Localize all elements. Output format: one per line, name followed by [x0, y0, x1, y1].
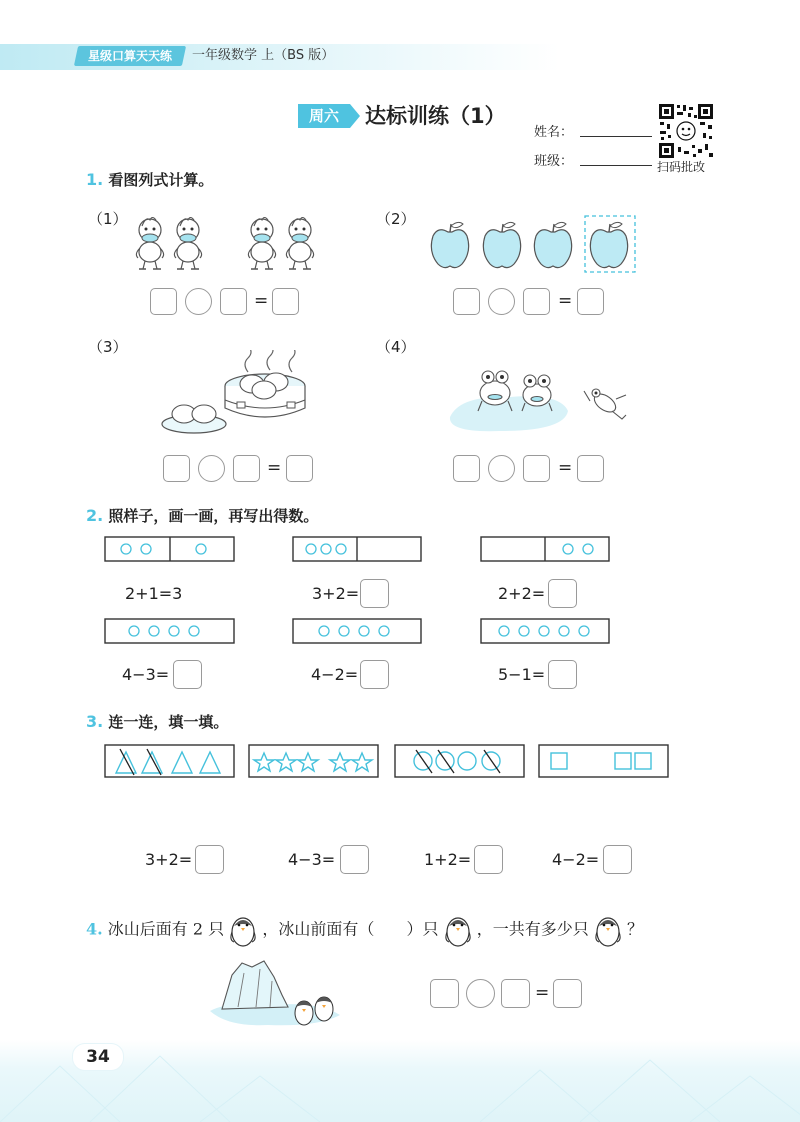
q1-part2-equals: = [558, 291, 573, 311]
q1-part3-label: （3） [88, 338, 128, 356]
q1-part1-equals: = [254, 291, 269, 311]
q3-eq3-answer[interactable] [474, 845, 503, 874]
q1-part1-operator[interactable] [185, 288, 212, 315]
q3-number: 3. [86, 712, 104, 731]
page-number: 34 [72, 1043, 124, 1071]
brand-text: 星级口算天天练 [87, 49, 172, 63]
q1-part1-box2[interactable] [220, 288, 247, 315]
q1-part4-box2[interactable] [523, 455, 550, 482]
q4-text-part1: 冰山后面有 2 只 [107, 919, 225, 939]
q3-eq2: 4−3= [288, 850, 336, 869]
steamed-buns-picture [160, 350, 325, 442]
q2-row1-eq3: 2+2= [498, 584, 546, 603]
q2-heading [86, 505, 318, 526]
q2-row1-eq2: 3+2= [312, 584, 360, 603]
q3-eq2-answer[interactable] [340, 845, 369, 874]
q4-text-part4: ，一共有多少只 [476, 919, 589, 939]
q3-eq1: 3+2= [145, 850, 193, 869]
q3-instruction: 连一连，填一填。 [108, 713, 229, 731]
q4-number: 4. [86, 919, 103, 939]
q2-row2-eq3-answer[interactable] [548, 660, 577, 689]
qr-caption: 扫码批改 [657, 160, 706, 174]
q3-shape-frames [104, 744, 672, 780]
q1-part4-label: （4） [376, 338, 416, 356]
ducks-picture [130, 212, 320, 272]
brand-tag [74, 46, 186, 66]
q1-part3-box2[interactable] [233, 455, 260, 482]
name-label: 姓名： [534, 125, 574, 140]
q3-heading [86, 711, 228, 732]
day-tag: 周六 [298, 104, 350, 128]
q1-instruction: 看图列式计算。 [108, 171, 214, 189]
q1-part4-operator[interactable] [488, 455, 515, 482]
q1-part2-box2[interactable] [523, 288, 550, 315]
q1-part2-operator[interactable] [488, 288, 515, 315]
q2-instruction: 照样子，画一画，再写出得数。 [108, 507, 319, 525]
class-field[interactable] [580, 151, 652, 166]
penguin-icon [594, 912, 622, 948]
q4-equals: = [535, 983, 550, 1003]
q1-part2-answer[interactable] [577, 288, 604, 315]
q1-part3-operator[interactable] [198, 455, 225, 482]
q4-operator[interactable] [466, 979, 495, 1008]
q2-row2-eq2-answer[interactable] [360, 660, 389, 689]
page-title: 达标训练（1） [365, 104, 506, 128]
frogs-picture [440, 355, 635, 435]
q2-row2-eq3: 5−1= [498, 665, 546, 684]
q1-part3-box1[interactable] [163, 455, 190, 482]
day-tag-arrow [350, 104, 360, 128]
q1-part2-label: （2） [376, 210, 416, 228]
q1-part3-answer[interactable] [286, 455, 313, 482]
q1-part1-answer[interactable] [272, 288, 299, 315]
q3-eq3: 1+2= [424, 850, 472, 869]
q4-sentence [86, 912, 643, 948]
q4-box2[interactable] [501, 979, 530, 1008]
apples-picture [425, 214, 640, 274]
q1-part1-box1[interactable] [150, 288, 177, 315]
q1-part1-label: （1） [88, 210, 128, 228]
q1-part4-equals: = [558, 458, 573, 478]
name-field[interactable] [580, 122, 652, 137]
q1-part4-box1[interactable] [453, 455, 480, 482]
penguin-icon [444, 912, 472, 948]
q2-row1-eq2-answer[interactable] [360, 579, 389, 608]
q1-part4-answer[interactable] [577, 455, 604, 482]
q1-heading [86, 169, 213, 190]
q2-row2-eq1-answer[interactable] [173, 660, 202, 689]
q4-text-part5: ？ [626, 919, 643, 939]
book-subtitle: 一年级数学 上（BS 版） [192, 48, 335, 63]
q4-box1[interactable] [430, 979, 459, 1008]
q2-row1-eq3-answer[interactable] [548, 579, 577, 608]
iceberg-penguins-picture [208, 955, 348, 1035]
q4-answer[interactable] [553, 979, 582, 1008]
q3-eq4: 4−2= [552, 850, 600, 869]
q1-number: 1. [86, 170, 104, 189]
q3-eq4-answer[interactable] [603, 845, 632, 874]
q4-text-part2: ，冰山前面有（ [262, 919, 375, 939]
class-label: 班级： [534, 154, 574, 169]
q1-part2-box1[interactable] [453, 288, 480, 315]
qr-code-icon[interactable] [658, 103, 714, 159]
q1-part3-equals: = [267, 458, 282, 478]
q3-eq1-answer[interactable] [195, 845, 224, 874]
q2-row2-eq2: 4−2= [311, 665, 359, 684]
q2-row2-eq1: 4−3= [122, 665, 170, 684]
q2-number: 2. [86, 506, 104, 525]
q2-example-equation: 2+1=3 [125, 584, 183, 603]
penguin-icon [229, 912, 257, 948]
q4-text-part3: ）只 [406, 919, 439, 939]
